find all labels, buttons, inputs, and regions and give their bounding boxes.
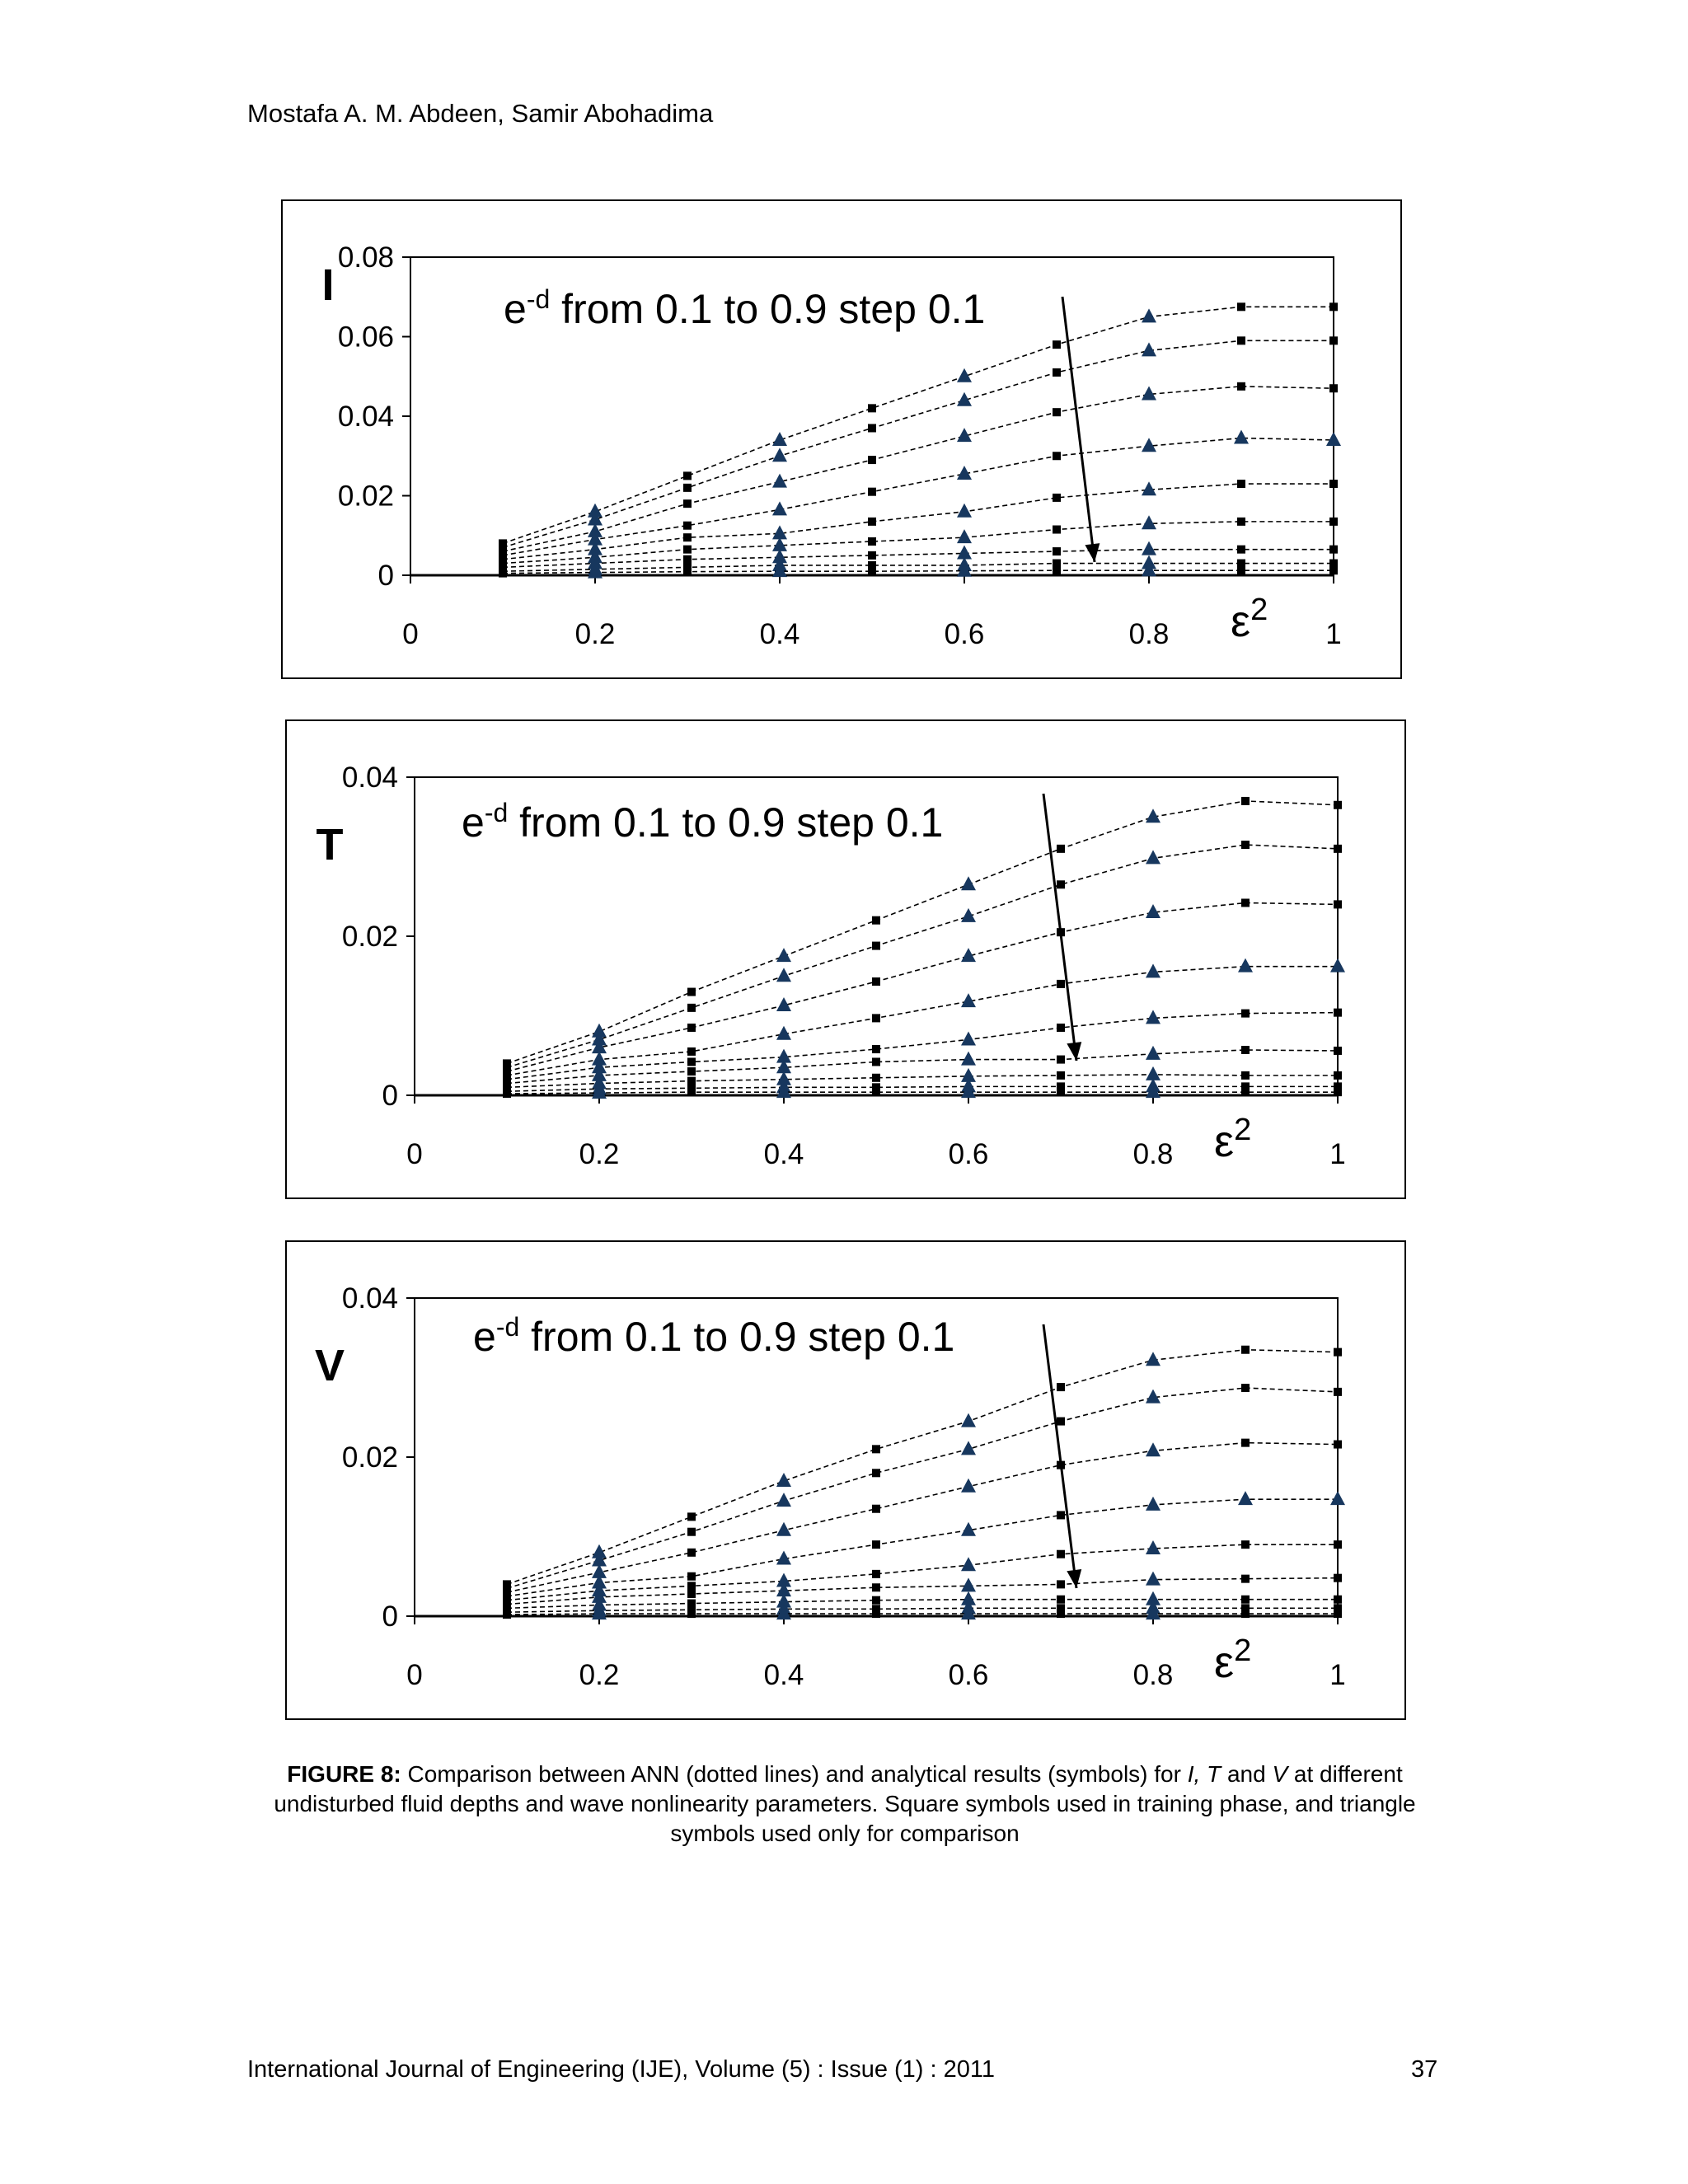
x-tick-label: 0.8 <box>1128 618 1170 650</box>
series-line-7 <box>507 1600 1338 1609</box>
y-axis-label: T <box>316 820 344 869</box>
square-marker <box>683 522 692 530</box>
square-marker <box>1057 1071 1065 1080</box>
caption-italic-2: V <box>1272 1761 1288 1787</box>
annotation-text: $e^{-d}$ from 0.1 to 0.9 step 0.1 <box>473 1312 955 1360</box>
square-marker <box>687 1088 696 1096</box>
square-marker <box>1053 526 1061 534</box>
y-tick-label: 0 <box>377 560 394 592</box>
square-marker <box>872 1570 880 1578</box>
square-marker <box>1241 1346 1250 1354</box>
x-tick-label: 0.2 <box>574 618 616 650</box>
x-tick-label: 0.4 <box>759 618 800 650</box>
square-marker <box>503 1610 511 1619</box>
series-line-8 <box>503 564 1334 572</box>
square-marker <box>872 977 880 986</box>
square-marker <box>1053 560 1061 568</box>
square-marker <box>1334 1574 1342 1582</box>
square-marker <box>1334 1047 1342 1055</box>
square-marker <box>1057 1024 1065 1032</box>
square-marker <box>1329 518 1338 526</box>
y-tick-label: 0.02 <box>337 480 394 513</box>
triangle-marker <box>1146 963 1160 977</box>
triangle-marker <box>961 876 976 890</box>
series-line-5 <box>507 1013 1338 1080</box>
x-tick-label: 0.4 <box>763 1659 804 1691</box>
series-line-9 <box>507 1614 1338 1615</box>
square-marker <box>1334 1388 1342 1396</box>
triangle-marker <box>1142 438 1156 452</box>
square-marker <box>1237 566 1245 574</box>
square-marker <box>872 1445 880 1453</box>
x-tick-label: 0.6 <box>948 1138 989 1170</box>
square-marker <box>1241 1046 1250 1054</box>
square-marker <box>868 456 876 464</box>
x-tick-label: 0.2 <box>579 1659 620 1691</box>
triangle-marker <box>957 529 972 543</box>
square-marker <box>1241 1596 1250 1604</box>
square-marker <box>872 1045 880 1053</box>
square-marker <box>868 404 876 412</box>
series-line-6 <box>507 1050 1338 1084</box>
square-marker <box>1334 1071 1342 1080</box>
square-marker <box>1329 560 1338 568</box>
triangle-marker <box>1146 1390 1160 1404</box>
square-marker <box>687 1077 696 1085</box>
square-marker <box>683 471 692 480</box>
square-marker <box>1241 1575 1250 1583</box>
square-marker <box>1057 980 1065 988</box>
triangle-marker <box>1142 541 1156 555</box>
triangle-marker <box>961 1052 976 1066</box>
y-tick-label: 0 <box>382 1601 398 1633</box>
triangle-marker <box>1330 1491 1345 1505</box>
square-marker <box>1241 1384 1250 1392</box>
y-tick-label: 0.02 <box>341 1441 398 1474</box>
triangle-marker <box>961 1557 976 1571</box>
square-marker <box>1053 452 1061 460</box>
square-marker <box>1334 1610 1342 1618</box>
square-marker <box>1237 480 1245 488</box>
triangle-marker <box>957 504 972 518</box>
square-marker <box>1237 382 1245 391</box>
y-tick-label: 0 <box>382 1080 398 1112</box>
square-marker <box>872 1074 880 1082</box>
x-tick-label: 1 <box>1329 1659 1346 1691</box>
triangle-marker <box>957 545 972 559</box>
series-line-1 <box>507 1350 1338 1585</box>
triangle-marker <box>1330 958 1345 972</box>
square-marker <box>683 568 692 576</box>
series-line-1 <box>503 307 1334 543</box>
chart-panel-I <box>281 199 1402 679</box>
square-marker <box>1334 1009 1342 1017</box>
square-marker <box>872 916 880 925</box>
x-tick-label: 0 <box>406 1138 423 1170</box>
triangle-marker <box>1146 1066 1160 1080</box>
square-marker <box>1329 384 1338 392</box>
square-marker <box>868 567 876 575</box>
y-tick-label: 0.08 <box>337 241 394 274</box>
square-marker <box>687 1572 696 1581</box>
square-marker <box>1329 336 1338 344</box>
square-marker <box>872 1505 880 1513</box>
chart-panel-T <box>285 719 1406 1199</box>
square-marker <box>683 533 692 541</box>
x-tick-label: 0.4 <box>763 1138 804 1170</box>
x-tick-label: 0.8 <box>1132 1138 1174 1170</box>
square-marker <box>1057 1418 1065 1426</box>
triangle-marker <box>1146 1352 1160 1366</box>
annotation-text: $e^{-d}$ from 0.1 to 0.9 step 0.1 <box>462 798 944 846</box>
triangle-marker <box>772 501 787 515</box>
square-marker <box>1241 1540 1250 1549</box>
y-tick-label: 0.04 <box>337 401 394 433</box>
footer-journal: International Journal of Engineering (IJE), Volume (5) : Issue (1) : 2011 <box>247 2056 996 2083</box>
square-marker <box>503 1090 511 1098</box>
arrow-head <box>1085 543 1100 562</box>
caption-label: FIGURE 8: <box>287 1761 401 1787</box>
series-line-2 <box>507 1388 1338 1588</box>
square-marker <box>683 546 692 554</box>
triangle-marker <box>961 1031 976 1045</box>
page-header-authors: Mostafa A. M. Abdeen, Samir Abohadima <box>247 99 714 128</box>
square-marker <box>683 555 692 564</box>
chart-panel-V <box>285 1240 1406 1720</box>
square-marker <box>687 1512 696 1521</box>
series-line-3 <box>503 387 1334 551</box>
square-marker <box>687 1549 696 1557</box>
square-marker <box>1334 1596 1342 1604</box>
caption-text-3: at different undisturbed fluid depths and wave nonlinearity parameters. Square symbols used in training phase, and triangle symbols used only for comparison <box>274 1761 1416 1846</box>
square-marker <box>1053 547 1061 555</box>
square-marker <box>1057 1596 1065 1604</box>
series-line-4 <box>507 967 1338 1076</box>
triangle-marker <box>1142 342 1156 356</box>
square-marker <box>1237 518 1245 526</box>
square-marker <box>1053 408 1061 416</box>
square-marker <box>1329 302 1338 311</box>
caption-text-1: Comparison between ANN (dotted lines) and analytical results (symbols) for <box>401 1761 1188 1787</box>
square-marker <box>868 551 876 560</box>
square-marker <box>687 1057 696 1066</box>
square-marker <box>1241 1088 1250 1096</box>
square-marker <box>872 1469 880 1477</box>
square-marker <box>872 1540 880 1549</box>
square-marker <box>1329 480 1338 488</box>
x-tick-label: 0.6 <box>948 1659 989 1691</box>
square-marker <box>1057 845 1065 853</box>
square-marker <box>868 424 876 432</box>
square-marker <box>687 988 696 996</box>
series-line-4 <box>503 438 1334 555</box>
square-marker <box>1334 1348 1342 1357</box>
triangle-marker <box>772 537 787 551</box>
triangle-marker <box>1234 430 1249 444</box>
square-marker <box>687 1067 696 1076</box>
square-marker <box>1237 560 1245 568</box>
x-axis-label: $\varepsilon^2$ <box>1214 1633 1252 1687</box>
square-marker <box>1057 1383 1065 1391</box>
arrow-line <box>1043 794 1076 1061</box>
square-marker <box>872 942 880 950</box>
arrow-head <box>1067 1569 1081 1588</box>
square-marker <box>872 1596 880 1605</box>
square-marker <box>1241 1439 1250 1447</box>
triangle-marker <box>1142 481 1156 495</box>
series-line-9 <box>503 570 1334 573</box>
series-line-2 <box>507 845 1338 1067</box>
square-marker <box>868 537 876 546</box>
triangle-marker <box>1238 958 1253 972</box>
y-axis-label: I <box>321 260 335 310</box>
triangle-marker <box>1146 1442 1160 1456</box>
square-marker <box>1057 1511 1065 1519</box>
square-marker <box>1334 1088 1342 1096</box>
square-marker <box>1237 302 1245 311</box>
triangle-marker <box>1238 1491 1253 1505</box>
square-marker <box>872 1014 880 1022</box>
triangle-marker <box>1146 1497 1160 1511</box>
triangle-marker <box>1142 515 1156 529</box>
triangle-marker <box>1146 904 1160 918</box>
square-marker <box>1241 797 1250 805</box>
square-marker <box>499 569 507 578</box>
series-line-3 <box>507 902 1338 1071</box>
square-marker <box>1057 880 1065 888</box>
chart-I <box>283 201 1404 681</box>
triangle-marker <box>1146 1010 1160 1024</box>
square-marker <box>1053 368 1061 377</box>
footer-page-number: 37 <box>1411 2056 1438 2083</box>
square-marker <box>1237 546 1245 554</box>
annotation-text: $e^{-d}$ from 0.1 to 0.9 step 0.1 <box>504 284 986 332</box>
square-marker <box>1334 900 1342 908</box>
square-marker <box>1334 845 1342 853</box>
figure-caption <box>239 1760 1451 1849</box>
square-marker <box>872 1057 880 1066</box>
chart-V <box>287 1242 1408 1722</box>
triangle-marker <box>1146 1540 1160 1554</box>
triangle-marker <box>961 1577 976 1591</box>
square-marker <box>1057 1550 1065 1558</box>
square-marker <box>683 484 692 492</box>
triangle-marker <box>1142 386 1156 400</box>
square-marker <box>1241 1610 1250 1618</box>
square-marker <box>1329 546 1338 554</box>
square-marker <box>687 1047 696 1056</box>
y-tick-label: 0.06 <box>337 321 394 354</box>
y-tick-label: 0.04 <box>341 1282 398 1315</box>
y-tick-label: 0.04 <box>341 762 398 794</box>
series-line-7 <box>507 1075 1338 1087</box>
caption-italic-1: I, T <box>1187 1761 1221 1787</box>
square-marker <box>1241 1010 1250 1018</box>
x-axis-label: $\varepsilon^2$ <box>1214 1113 1252 1166</box>
series-line-4 <box>507 1499 1338 1596</box>
y-axis-label: V <box>314 1341 345 1390</box>
square-marker <box>868 488 876 496</box>
y-tick-label: 0.02 <box>341 921 398 953</box>
square-marker <box>1057 1056 1065 1064</box>
series-line-8 <box>507 1608 1338 1612</box>
square-marker <box>1057 1580 1065 1588</box>
square-marker <box>1241 898 1250 907</box>
square-marker <box>868 518 876 526</box>
square-marker <box>687 1004 696 1012</box>
square-marker <box>687 1024 696 1032</box>
square-marker <box>1334 1540 1342 1549</box>
series-line-9 <box>507 1092 1338 1094</box>
square-marker <box>1329 566 1338 574</box>
triangle-marker <box>1142 562 1156 576</box>
square-marker <box>687 1590 696 1598</box>
triangle-marker <box>1326 432 1341 446</box>
square-marker <box>1334 801 1342 809</box>
x-tick-label: 1 <box>1325 618 1342 650</box>
square-marker <box>683 499 692 508</box>
triangle-marker <box>776 1026 791 1040</box>
chart-T <box>287 721 1408 1201</box>
series-line-5 <box>507 1544 1338 1601</box>
x-tick-label: 0 <box>406 1659 423 1691</box>
caption-text-2: and <box>1221 1761 1273 1787</box>
series-line-8 <box>507 1086 1338 1091</box>
square-marker <box>1237 336 1245 344</box>
square-marker <box>1053 566 1061 574</box>
x-tick-label: 0.6 <box>944 618 985 650</box>
x-tick-label: 0 <box>402 618 419 650</box>
x-axis-label: $\varepsilon^2$ <box>1231 593 1268 646</box>
triangle-marker <box>1146 1046 1160 1060</box>
x-tick-label: 0.8 <box>1132 1659 1174 1691</box>
square-marker <box>1057 1610 1065 1618</box>
square-marker <box>872 1088 880 1096</box>
triangle-marker <box>776 948 791 962</box>
triangle-marker <box>1146 1572 1160 1586</box>
square-marker <box>872 1610 880 1618</box>
square-marker <box>687 1528 696 1536</box>
triangle-marker <box>1142 308 1156 322</box>
arrow-line <box>1062 297 1095 562</box>
square-marker <box>1334 1441 1342 1449</box>
arrow-line <box>1043 1324 1076 1588</box>
square-marker <box>1241 1071 1250 1080</box>
series-line-6 <box>503 522 1334 564</box>
square-marker <box>1057 1088 1065 1096</box>
x-tick-label: 1 <box>1329 1138 1346 1170</box>
square-marker <box>687 1610 696 1618</box>
square-marker <box>1053 494 1061 502</box>
square-marker <box>1241 841 1250 849</box>
square-marker <box>687 1582 696 1590</box>
triangle-marker <box>776 1493 791 1507</box>
x-tick-label: 0.2 <box>579 1138 620 1170</box>
series-line-2 <box>503 340 1334 547</box>
square-marker <box>872 1583 880 1591</box>
square-marker <box>1053 340 1061 349</box>
series-line-7 <box>503 550 1334 568</box>
